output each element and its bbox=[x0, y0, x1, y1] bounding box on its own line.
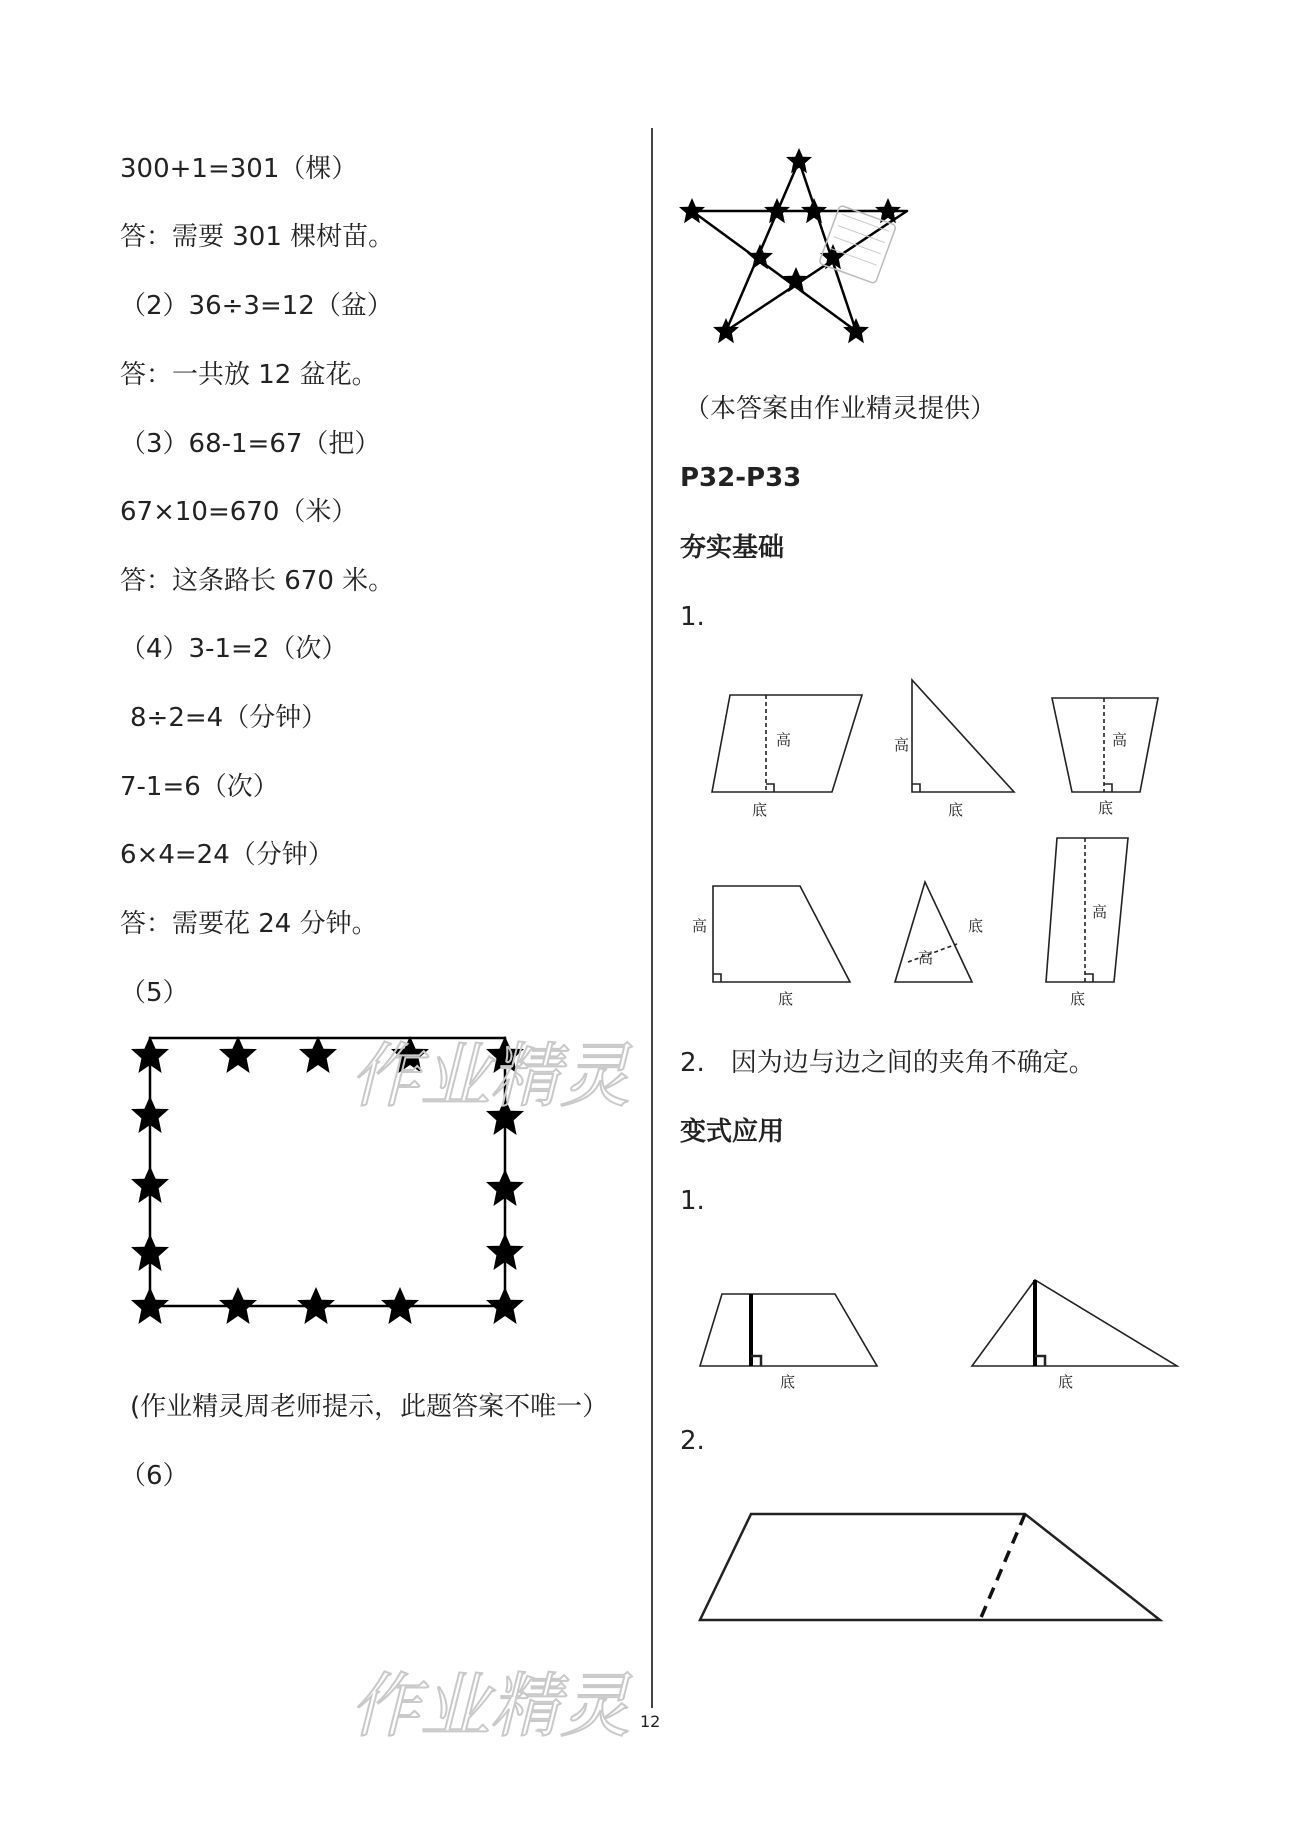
answer-line: （3）68-1=67（把） bbox=[120, 429, 381, 459]
section-title: 变式应用 bbox=[680, 1117, 785, 1147]
base-label: 底 bbox=[948, 801, 964, 819]
column-divider bbox=[651, 128, 653, 1708]
answer-line: 答：一共放 12 盆花。 bbox=[120, 360, 378, 390]
section-title: 夯实基础 bbox=[680, 533, 785, 563]
question-number: 1. bbox=[680, 602, 705, 632]
base-label: 底 bbox=[1098, 799, 1114, 817]
base-label: 底 bbox=[1070, 990, 1086, 1008]
svg-text:作业精灵: 作业精灵 bbox=[350, 1665, 630, 1747]
answer-line: （2）36÷3=12（盆） bbox=[120, 291, 393, 321]
height-label: 高 bbox=[1092, 903, 1108, 921]
page-range-heading: P32-P33 bbox=[680, 463, 802, 493]
base-label: 底 bbox=[752, 801, 768, 819]
answer-line: 答：需要 301 棵树苗。 bbox=[120, 222, 395, 252]
answer-line: 67×10=670（米） bbox=[120, 497, 358, 527]
answer-line: 答：需要花 24 分钟。 bbox=[120, 909, 378, 939]
question-number: 2. bbox=[680, 1426, 705, 1456]
watermark-text bbox=[350, 1650, 650, 1750]
parallelogram-cut-figure bbox=[680, 1490, 1180, 1650]
pentagram-star-figure bbox=[680, 145, 910, 345]
question-number: （6） bbox=[120, 1461, 189, 1491]
hint-note: (作业精灵周老师提示，此题答案不唯一） bbox=[130, 1392, 609, 1422]
height-label: 高 bbox=[1112, 731, 1128, 749]
base-label: 底 bbox=[1058, 1373, 1074, 1391]
svg-text:作业精灵: 作业精灵 bbox=[350, 1035, 630, 1117]
question-number: 1. bbox=[680, 1186, 705, 1216]
answer-line: 8÷2=4（分钟） bbox=[130, 703, 328, 733]
answer-line: （4）3-1=2（次） bbox=[120, 634, 348, 664]
height-label: 高 bbox=[692, 917, 708, 935]
base-label: 底 bbox=[968, 917, 984, 935]
answer-line: 6×4=24（分钟） bbox=[120, 840, 334, 870]
base-label: 底 bbox=[778, 990, 794, 1008]
base-label: 底 bbox=[780, 1373, 796, 1391]
answer-line: （5） bbox=[120, 978, 189, 1008]
answer-line: 2. 因为边与边之间的夹角不确定。 bbox=[680, 1048, 1095, 1078]
answer-line: 300+1=301（棵） bbox=[120, 154, 358, 184]
watermark-text bbox=[350, 1020, 650, 1120]
trapezoid-triangle-heights-figure bbox=[680, 1270, 1180, 1400]
source-note: （本答案由作业精灵提供） bbox=[684, 394, 997, 424]
answer-line: 答：这条路长 670 米。 bbox=[120, 566, 395, 596]
page-number: 12 bbox=[640, 1712, 661, 1731]
height-label: 高 bbox=[918, 949, 934, 967]
answer-line: 7-1=6（次） bbox=[120, 772, 279, 802]
height-label: 高 bbox=[894, 736, 910, 754]
shapes-with-heights-figure bbox=[680, 660, 1180, 1008]
height-label: 高 bbox=[776, 731, 792, 749]
